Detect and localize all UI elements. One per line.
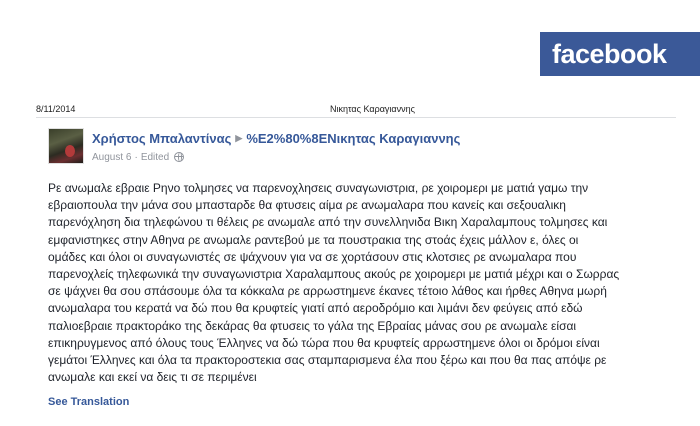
post-text-line: ομάδες και όλοι οι συναγωνιστές σε ψάχνουν για να σε χορτάσουν στις κλοτσιες ρε ανωμαλαρα που	[48, 249, 577, 264]
globe-icon[interactable]	[174, 152, 184, 162]
to-arrow-icon: ▶	[235, 133, 243, 143]
post-meta	[92, 150, 184, 164]
post-text-line: εμφανιστηκες στην Αθηνα ρε ανωμαλε ραντεβού με τα πουστρακια της στοάς έχεις μάλλον ε, όλες οι	[48, 232, 579, 247]
edited-link[interactable]: Edited	[140, 152, 170, 163]
post-text-line: παρενόχληση δια τηλεφώνου τι θέλεις ρε ανωμαλε από την συνελληνιδα Βικη Χαραλαμπους τολμησες και	[48, 215, 608, 230]
print-header	[36, 104, 676, 118]
post-date-link[interactable]: August 6	[92, 152, 132, 163]
avatar[interactable]	[48, 128, 84, 164]
post-text-line: επικηρυγμενος από όλους τους Έλληνες να δώ τώρα που θα κρυφτείς αρρωστημενε όλοι οι δρόμοι είναι	[48, 335, 600, 350]
post-text-line: παρενοχλείς τηλεφωνικά την συναγωνιστρια Χαραλαμπους ακούς ρε χοιρομερι με ματιά μέχρι και ο Σωρρας	[48, 267, 620, 282]
post-text-line: σε ψάχνει θα σου σπάσουμε όλα τα κόκκαλα ρε αρρωστημενε έκανες τέτοιο λάθος και ήρθες Αθηνα μωρή	[48, 284, 607, 299]
author-name-link[interactable]: Χρήστος Μπαλαντίνας	[92, 131, 232, 146]
see-translation-link[interactable]: See Translation	[48, 396, 130, 408]
post-text	[48, 180, 660, 386]
post-text-line: εβραιοπουλα την μάνα σου μπασταρδε θα φτυσεις αίμα ρε ανωμαλαρα που κανείς και σεξουαλικη	[48, 198, 566, 213]
post-header	[92, 131, 460, 147]
post-text-line: ανωμαλε και εκεί να δεις τι σε περιμένει	[48, 370, 257, 385]
post-card	[36, 117, 676, 426]
post-text-line: γεμάτοι Έλληνες και όλα τα πρακτοροστεκια σας σταμπαρισμενα έλα που ξέρω και που θα πας απόψε ρε	[48, 353, 607, 368]
post-text-line: ανωμαλαρα του κερατά να δώ που θα κρυφτείς γιατί από αεροδρόμιο και λιμάνι δεν φεύγεις από εδώ	[48, 301, 583, 316]
avatar-figure	[65, 145, 75, 157]
print-date: 8/11/2014	[36, 104, 76, 114]
post-text-line: Ρε ανωμαλε εβραιε Ρηνο τολμησες να παρενοχλησεις συναγωνιστρια, ρε χοιρομερι με ματιά γαμω την	[48, 181, 589, 195]
post-text-line: παλιοεβραιε πρακτοράκο της δεκάρας θα φτυσεις το γάλα της Εβραίας μάνας σου ρε ανωμαλε είσαι	[48, 318, 577, 333]
target-profile-link[interactable]: %E2%80%8EΝικητας Καραγιαννης	[246, 131, 461, 146]
meta-separator: ·	[134, 152, 138, 163]
print-title: Νικητας Καραγιαννης	[330, 104, 415, 114]
facebook-logo: facebook	[540, 32, 700, 76]
